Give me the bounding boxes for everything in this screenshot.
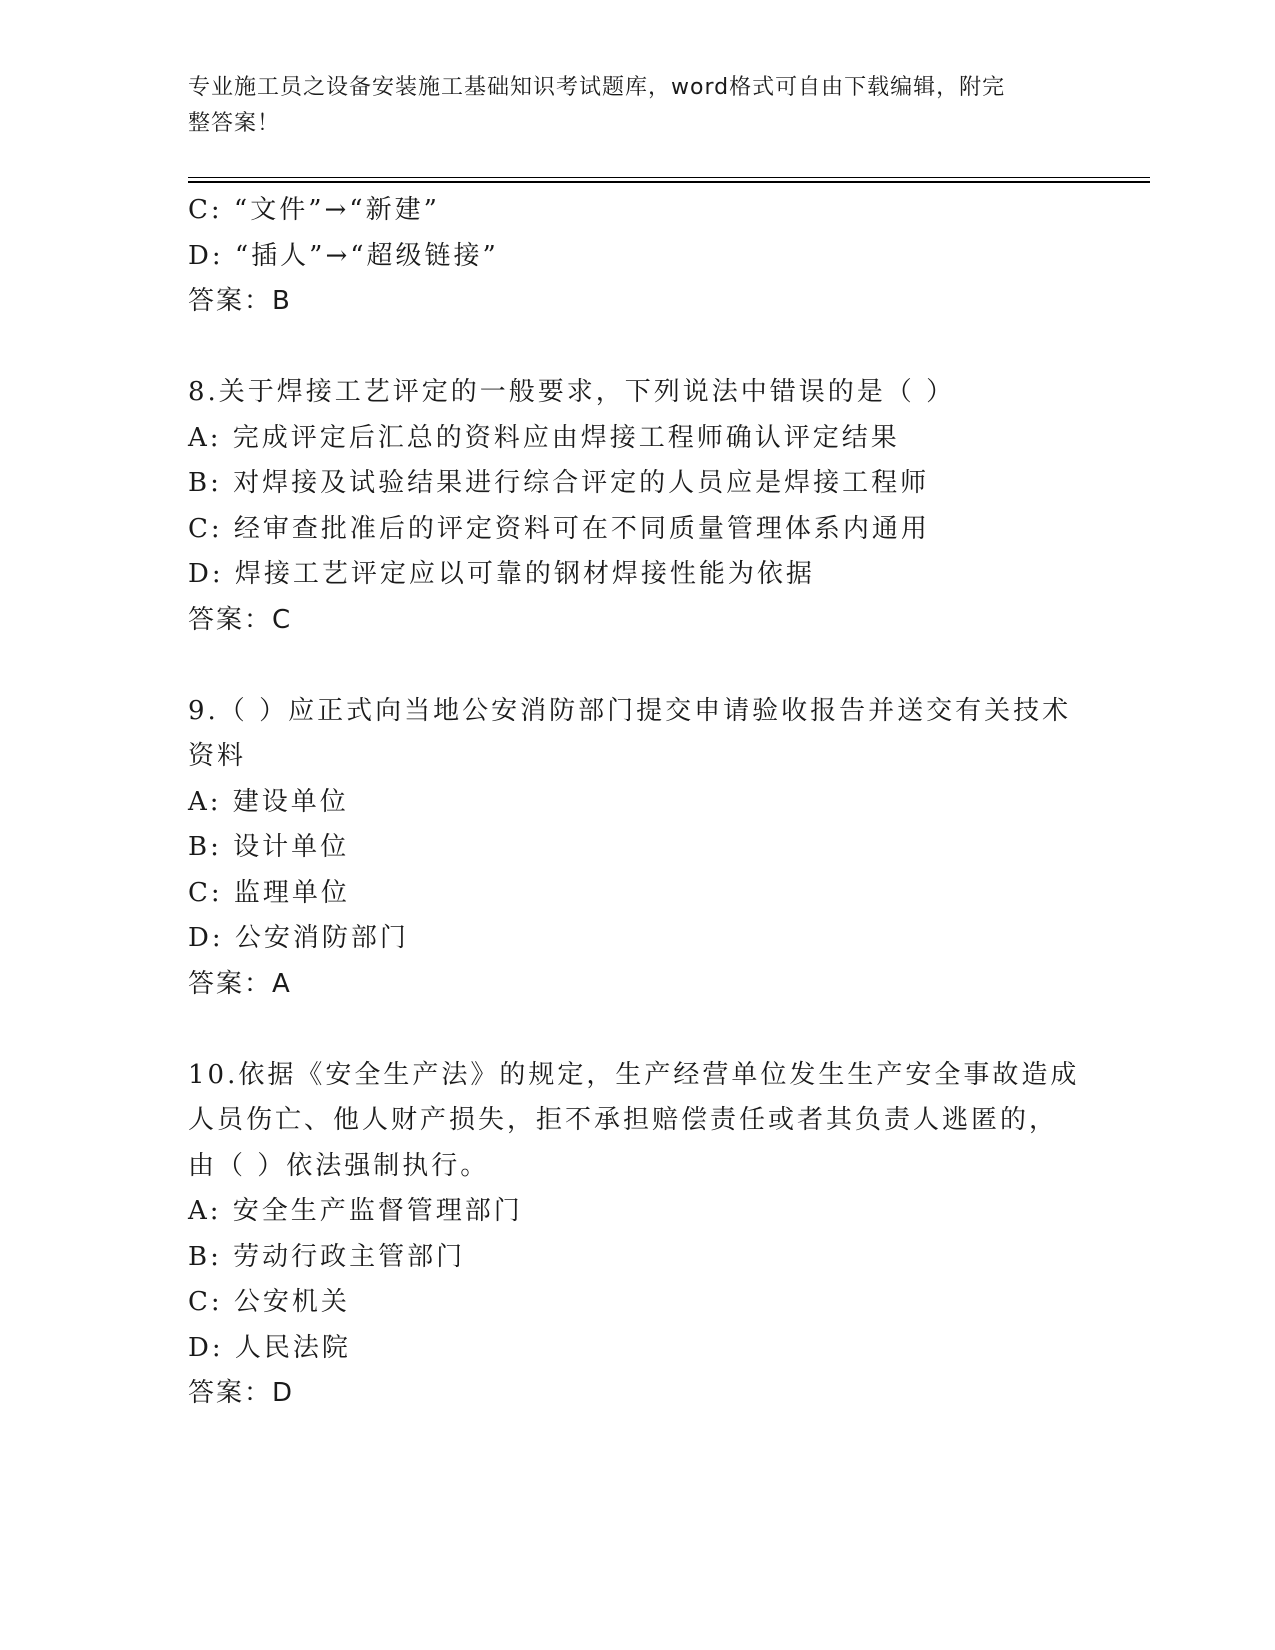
question-stem: 9.（ ）应正式向当地公安消防部门提交申请验收报告并送交有关技术 xyxy=(188,695,1072,726)
spacer xyxy=(188,325,1088,371)
option-a: A: 安全生产监督管理部门 xyxy=(188,1196,523,1226)
question-8 xyxy=(188,370,1088,643)
question-stem-continued: 资料 xyxy=(188,741,247,771)
answer-line: 答案：D xyxy=(188,1378,295,1408)
option-c: C: 公安机关 xyxy=(188,1287,350,1317)
header-rule-thick xyxy=(188,181,1150,183)
answer-line: 答案：B xyxy=(188,286,292,316)
option-d: D: “插人”→“超级链接” xyxy=(188,240,499,271)
question-stem: 10.依据《安全生产法》的规定，生产经营单位发生生产安全事故造成 xyxy=(188,1059,1080,1090)
question-stem-continued: 人员伤亡、他人财产损失，拒不承担赔偿责任或者其负责人逃匿的， xyxy=(188,1105,1059,1135)
option-b: B: 劳动行政主管部门 xyxy=(188,1241,466,1272)
document-header xyxy=(188,70,1068,142)
option-a: A: 完成评定后汇总的资料应由焊接工程师确认评定结果 xyxy=(188,422,900,453)
option-d: D: 公安消防部门 xyxy=(188,923,409,953)
header-line-2: 整答案！ xyxy=(188,111,281,136)
question-stem: 8.关于焊接工艺评定的一般要求，下列说法中错误的是（ ） xyxy=(188,377,956,407)
header-line-1: 专业施工员之设备安装施工基础知识考试题库，word格式可自由下载编辑，附完 xyxy=(188,75,1006,100)
question-10 xyxy=(188,1053,1088,1417)
spacer xyxy=(188,1007,1088,1053)
header-rule-thin xyxy=(188,177,1150,178)
option-b: B: 设计单位 xyxy=(188,832,350,862)
question-9 xyxy=(188,689,1088,1008)
option-c: C: 经审查批准后的评定资料可在不同质量管理体系内通用 xyxy=(188,513,930,544)
question-stem-continued: 由（ ）依法强制执行。 xyxy=(188,1150,490,1181)
spacer xyxy=(188,643,1088,689)
option-d: D: 人民法院 xyxy=(188,1332,351,1363)
option-c: C: 监理单位 xyxy=(188,877,350,908)
question-7-continued xyxy=(188,188,1088,325)
answer-line: 答案：A xyxy=(188,968,292,999)
option-b: B: 对焊接及试验结果进行综合评定的人员应是焊接工程师 xyxy=(188,468,930,498)
option-d: D: 焊接工艺评定应以可靠的钢材焊接性能为依据 xyxy=(188,559,815,589)
question-list xyxy=(188,188,1088,1417)
option-c: C: “文件”→“新建” xyxy=(188,195,440,225)
option-a: A: 建设单位 xyxy=(188,786,349,817)
answer-line: 答案：C xyxy=(188,604,293,635)
